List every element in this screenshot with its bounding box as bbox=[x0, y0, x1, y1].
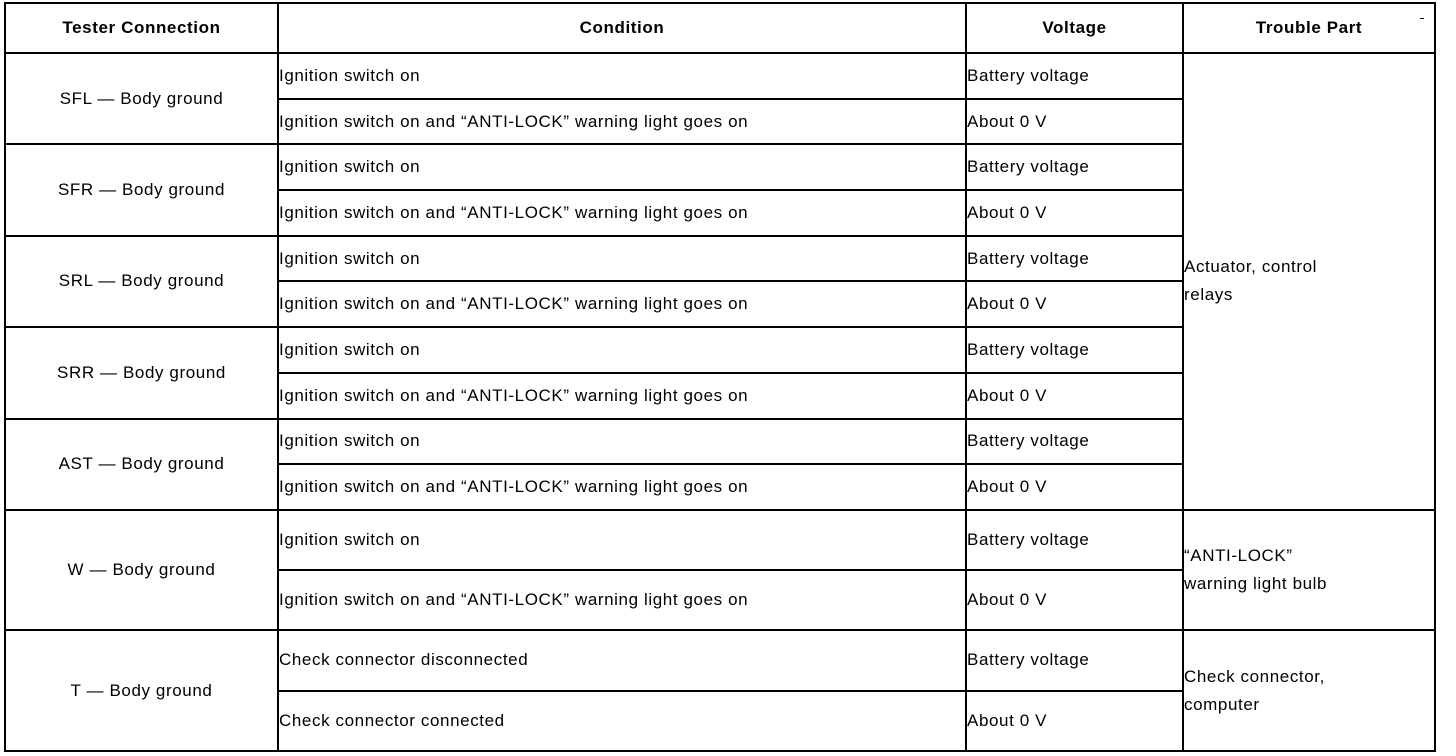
voltage-cell: Battery voltage bbox=[966, 236, 1183, 282]
voltage-cell: About 0 V bbox=[966, 281, 1183, 327]
voltage-cell: About 0 V bbox=[966, 99, 1183, 145]
voltage-cell: About 0 V bbox=[966, 570, 1183, 630]
condition-cell: Ignition switch on and “ANTI-LOCK” warning light goes on bbox=[278, 373, 966, 419]
header-trouble-part: Trouble Part bbox=[1183, 3, 1435, 53]
trouble-part-line: relays bbox=[1184, 285, 1233, 305]
table-row bbox=[5, 510, 1435, 570]
voltage-cell: Battery voltage bbox=[966, 327, 1183, 373]
condition-cell: Ignition switch on bbox=[278, 419, 966, 465]
trouble-part-line: Check connector, bbox=[1184, 666, 1325, 686]
header-condition: Condition bbox=[278, 3, 966, 53]
trouble-part-line: warning light bulb bbox=[1184, 574, 1328, 594]
connection-srl: SRL — Body ground bbox=[5, 236, 278, 327]
voltage-cell: About 0 V bbox=[966, 464, 1183, 510]
tester-connection-table bbox=[4, 2, 1436, 752]
condition-cell: Ignition switch on bbox=[278, 53, 966, 99]
condition-cell: Check connector connected bbox=[278, 691, 966, 751]
connection-w: W — Body ground bbox=[5, 510, 278, 630]
trouble-part-line: “ANTI-LOCK” bbox=[1184, 546, 1293, 566]
voltage-cell: Battery voltage bbox=[966, 630, 1183, 690]
header-tester-connection: Tester Connection bbox=[5, 3, 278, 53]
trouble-part-warning-bulb bbox=[1183, 510, 1435, 630]
trouble-part-line: Actuator, control bbox=[1184, 257, 1318, 277]
voltage-cell: Battery voltage bbox=[966, 419, 1183, 465]
condition-cell: Ignition switch on and “ANTI-LOCK” warning light goes on bbox=[278, 464, 966, 510]
connection-ast: AST — Body ground bbox=[5, 419, 278, 510]
condition-cell: Check connector disconnected bbox=[278, 630, 966, 690]
voltage-cell: Battery voltage bbox=[966, 144, 1183, 190]
voltage-cell: About 0 V bbox=[966, 190, 1183, 236]
condition-cell: Ignition switch on and “ANTI-LOCK” warning light goes on bbox=[278, 99, 966, 145]
trouble-part-actuator bbox=[1183, 53, 1435, 510]
condition-cell: Ignition switch on and “ANTI-LOCK” warning light goes on bbox=[278, 281, 966, 327]
condition-cell: Ignition switch on and “ANTI-LOCK” warning light goes on bbox=[278, 570, 966, 630]
voltage-cell: About 0 V bbox=[966, 373, 1183, 419]
voltage-cell: Battery voltage bbox=[966, 53, 1183, 99]
voltage-cell: Battery voltage bbox=[966, 510, 1183, 570]
voltage-cell: About 0 V bbox=[966, 691, 1183, 751]
connection-sfl: SFL — Body ground bbox=[5, 53, 278, 144]
condition-cell: Ignition switch on bbox=[278, 144, 966, 190]
trouble-part-line: computer bbox=[1184, 694, 1260, 714]
condition-cell: Ignition switch on bbox=[278, 236, 966, 282]
connection-sfr: SFR — Body ground bbox=[5, 144, 278, 235]
header-voltage: Voltage bbox=[966, 3, 1183, 53]
condition-cell: Ignition switch on bbox=[278, 510, 966, 570]
connection-srr: SRR — Body ground bbox=[5, 327, 278, 418]
table-row bbox=[5, 630, 1435, 690]
condition-cell: Ignition switch on and “ANTI-LOCK” warning light goes on bbox=[278, 190, 966, 236]
condition-cell: Ignition switch on bbox=[278, 327, 966, 373]
header-row bbox=[5, 3, 1435, 53]
connection-t: T — Body ground bbox=[5, 630, 278, 751]
trouble-part-check-connector bbox=[1183, 630, 1435, 751]
table-row bbox=[5, 53, 1435, 99]
